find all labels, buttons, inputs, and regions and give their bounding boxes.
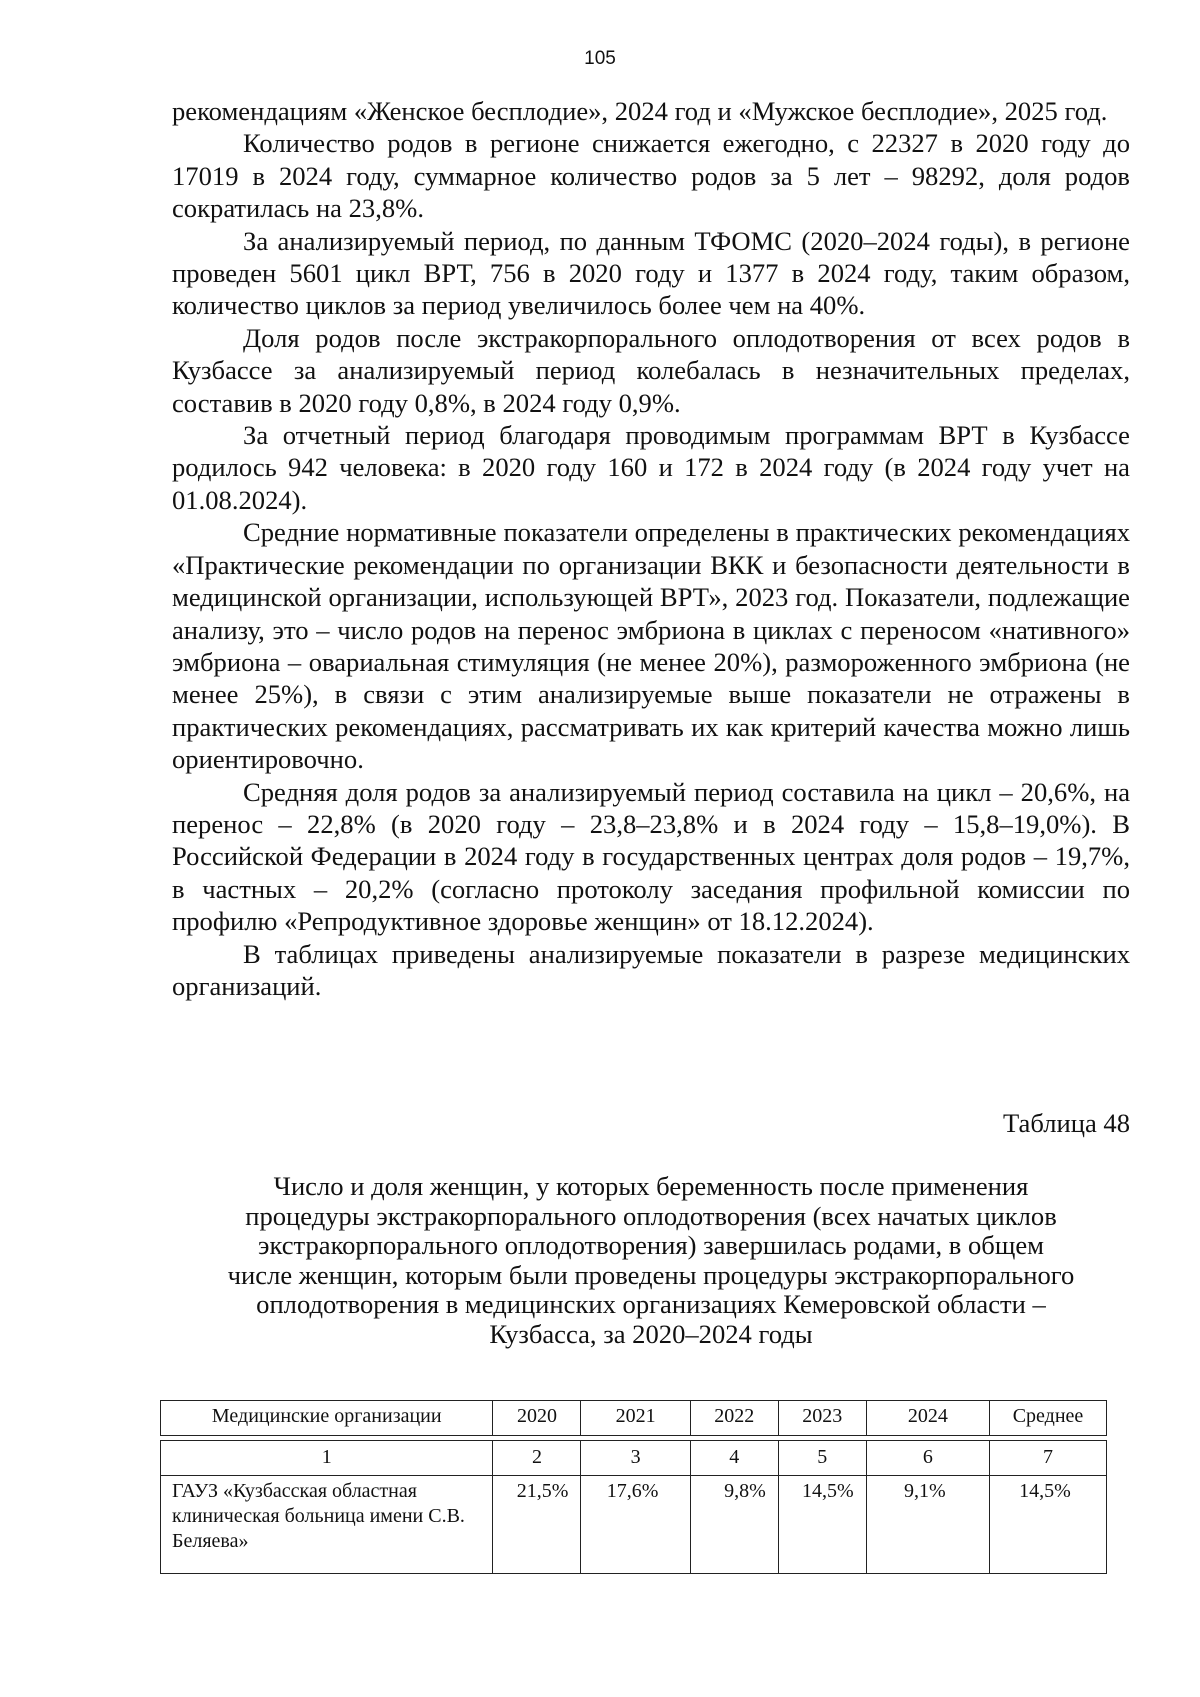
table-header [160,1400,1107,1436]
paragraph: Доля родов после экстракорпорального оплодотворения от всех родов в Кузбассе за анализируемый период колебалась в незначительных пределах, составив в 2020 году 0,8%, в 2024 году 0,9%. [172,322,1130,418]
column-number: 6 [866,1441,989,1476]
paragraph: Количество родов в регионе снижается ежегодно, с 22327 в 2020 году до 17019 в 2024 году, суммарное количество родов за 5 лет – 98292, доля родов сократилась на 23,8%. [172,128,1130,224]
organization-cell: ГАУЗ «Кузбасская областная клиническая больница имени С.В. Беляева» [161,1476,493,1574]
column-number: 2 [493,1441,581,1476]
header-cell: 2020 [493,1401,581,1436]
column-number: 1 [161,1441,493,1476]
header-cell: Среднее [990,1401,1107,1436]
value-cell: 14,5% [990,1476,1107,1574]
body-text [172,95,1130,1002]
header-cell: 2024 [866,1401,989,1436]
table-row [161,1476,1107,1574]
page-number: 105 [584,48,616,69]
header-cell: 2022 [690,1401,778,1436]
caption-line: Число и доля женщин, у которых беременность после применения [273,1171,1029,1201]
table-caption [172,1172,1130,1349]
caption-line: оплодотворения в медицинских организациях Кемеровской области – [256,1289,1046,1319]
value-cell: 17,6% [581,1476,690,1574]
paragraph: Средняя доля родов за анализируемый период составила на цикл – 20,6%, на перенос – 22,8% (в 2020 году – 23,8–23,8% и в 2024 году – 15,8–19,0%). В Российской Федерации в 2024 году в государственных центрах доля родов – 19,7%, в частных – 20,2% (согласно протоколу заседания профильной комиссии по профилю «Репродуктивное здоровье женщин» от 18.12.2024). [172,776,1130,937]
header-cell: Медицинские организации [161,1401,493,1436]
paragraph: За отчетный период благодаря проводимым программам ВРТ в Кузбассе родилось 942 человека: в 2020 году 160 и 172 в 2024 году (в 2024 году учет на 01.08.2024). [172,420,1130,515]
caption-line: Кузбасса, за 2020–2024 годы [489,1318,813,1349]
header-row [161,1401,1107,1436]
value-cell: 9,1% [866,1476,989,1574]
column-number-row [161,1441,1107,1476]
header-cell: 2021 [581,1401,690,1436]
column-number: 3 [581,1441,690,1476]
value-cell: 9,8% [690,1476,778,1574]
table-label: Таблица 48 [1002,1108,1130,1138]
column-number: 7 [990,1441,1107,1476]
caption-line: процедуры экстракорпорального оплодотворения (всех начатых циклов [245,1200,1057,1231]
value-cell: 21,5% [493,1476,581,1574]
header-cell: 2023 [778,1401,866,1436]
paragraph: В таблицах приведены анализируемые показатели в разрезе медицинских организаций. [172,938,1130,1001]
paragraph: рекомендациям «Женское бесплодие», 2024 год и «Мужское бесплодие», 2025 год. [172,96,1108,126]
paragraph: За анализируемый период, по данным ТФОМС (2020–2024 годы), в регионе проведен 5601 цикл ВРТ, 756 в 2020 году и 1377 в 2024 году, таким образом, количество циклов за период увеличилось более чем на 40%. [172,225,1130,321]
data-table [160,1440,1107,1574]
caption-line: числе женщин, которым были проведены процедуры экстракорпорального [227,1259,1075,1290]
column-number: 4 [690,1441,778,1476]
value-cell: 14,5% [778,1476,866,1574]
caption-line: экстракорпорального оплодотворения) завершилась родами, в общем [258,1230,1044,1260]
column-number: 5 [778,1441,866,1476]
paragraph: Средние нормативные показатели определены в практических рекомендациях «Практические рекомендации по организации ВКК и безопасности деятельности в медицинской организации, использующей ВРТ», 2023 год. Показатели, подлежащие анализу, это – число родов на перенос эмбриона в циклах с переносом «нативного» эмбриона – овариальная стимуляция (не менее 20%), размороженного эмбриона (не менее 25%), в связи с этим анализируемые выше показатели не отражены в практических рекомендациях, рассматривать их как критерий качества можно лишь ориентировочно. [172,517,1130,775]
